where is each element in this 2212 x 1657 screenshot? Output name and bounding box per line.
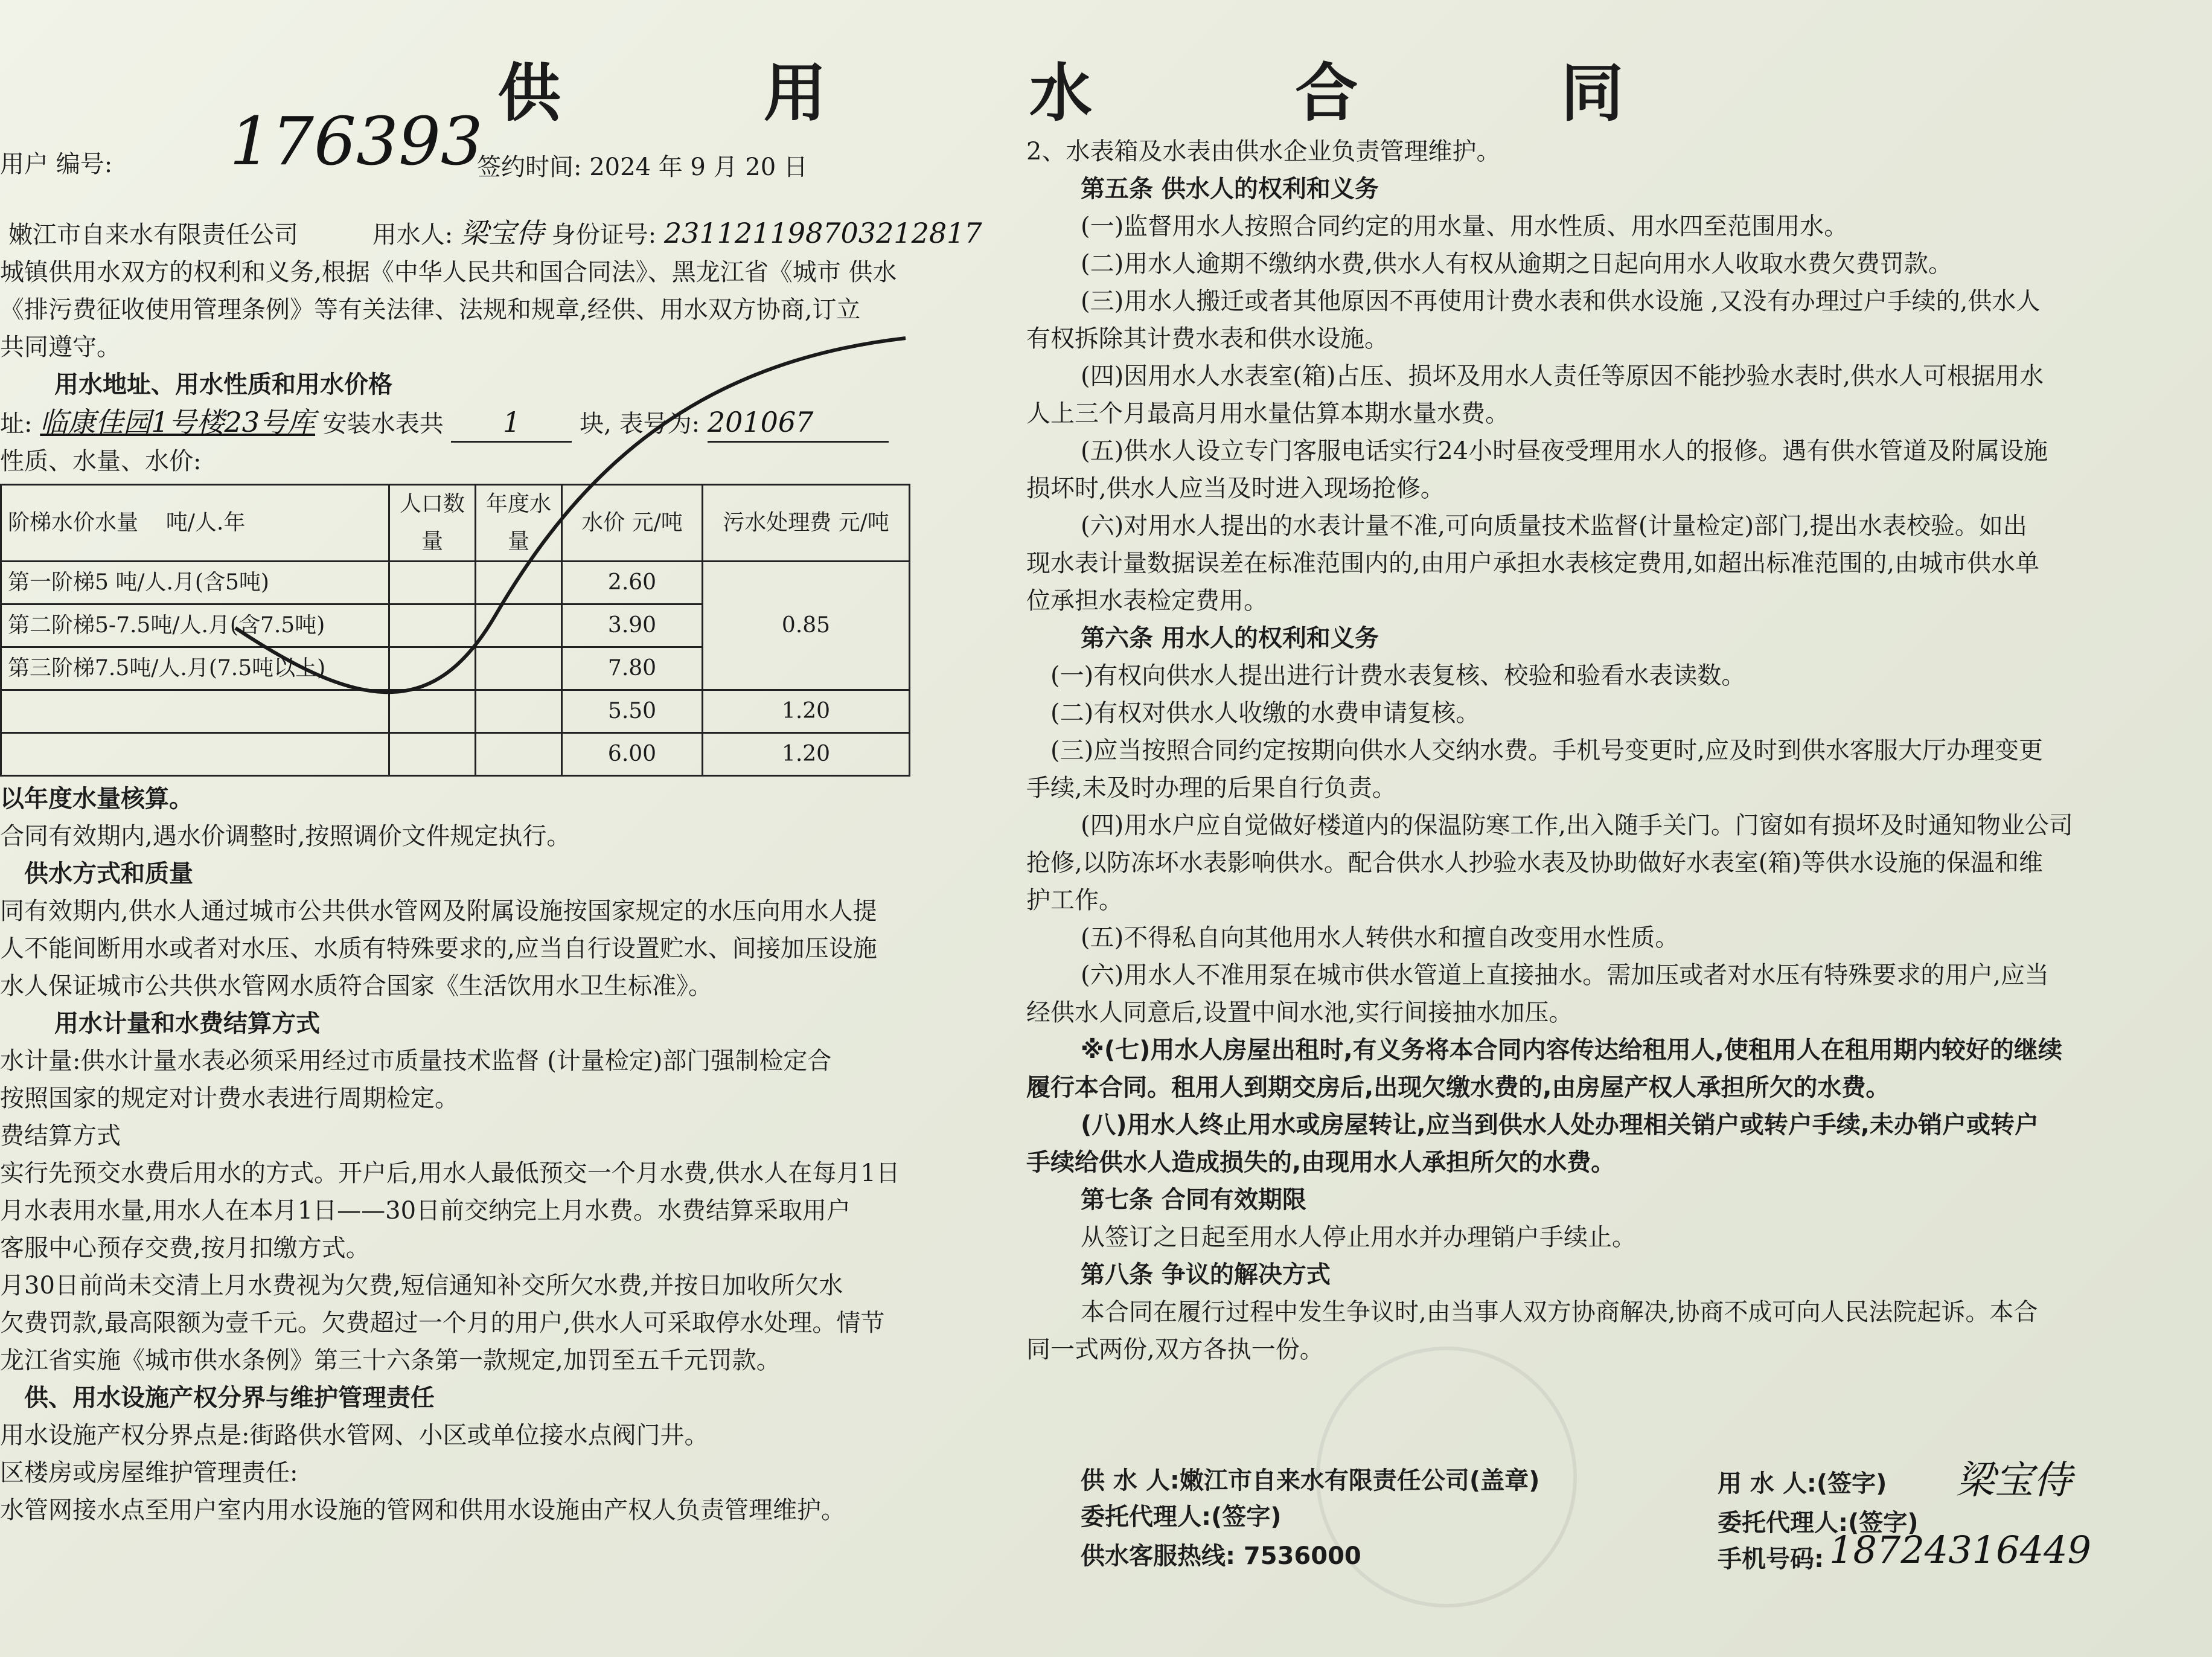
left-line: 水计量:供水计量水表必须采用经过市质量技术监督 (计量检定)部门强制检定合 (0, 1047, 832, 1075)
right-line: 履行本合同。租用人到期交房后,出现欠缴水费的,由房屋产权人承担所欠的水费。 (1026, 1074, 1890, 1101)
th-year: 年度水量 (476, 485, 562, 562)
user-no-handwritten: 176393 (229, 103, 483, 180)
right-line: (三)用水人搬迁或者其他原因不再使用计费水表和供水设施 ,又没有办理过户手续的,供水人 (1081, 287, 2041, 315)
cell-price: 7.80 (562, 647, 703, 690)
left-line: 合同有效期内,遇水价调整时,按照调价文件规定执行。 (0, 822, 571, 850)
left-line: 用水设施产权分界点是:街路供水管网、小区或单位接水点阀门井。 (0, 1421, 709, 1449)
meter-count-hand: 1 (451, 403, 572, 443)
left-line: 月30日前尚未交清上月水费视为欠费,短信通知补交所欠水费,并按日加收所欠水 (0, 1272, 843, 1300)
cell-tier: 第三阶梯7.5吨/人.月(7.5吨以上) (1, 647, 389, 690)
left-line: 人不能间断用水或者对水压、水质有特殊要求的,应当自行设置贮水、间接加压设施 (0, 935, 877, 963)
right-line: (一)有权向供水人提出进行计费水表复核、校验和验看水表读数。 (1050, 662, 1746, 690)
user-name-hand: 梁宝侍 (460, 217, 544, 249)
id-label: 身份证号: (551, 221, 657, 249)
cell-tier: 第二阶梯5-7.5吨/人.月(含7.5吨) (1, 604, 389, 647)
left-line: 水人保证城市公共供水管网水质符合国家《生活饮用水卫生标准》。 (0, 972, 712, 1000)
id-number-hand: 231121198703212817 (663, 217, 982, 249)
right-line: 位承担水表检定费用。 (1026, 587, 1268, 615)
section-8-heading: 第八条 争议的解决方式 (1081, 1261, 1331, 1289)
phone-label: 手机号码: (1718, 1545, 1824, 1573)
intro-line-2: 《排污费征收使用管理条例》等有关法律、法规和规章,经供、用水双方协商,订立 (0, 296, 861, 324)
hotline: 供水客服热线: 7536000 (1081, 1542, 1361, 1570)
user-no-label: 用户 编号: (0, 150, 113, 178)
right-line: 抢修,以防冻坏水表影响供水。配合供水人抄验水表及协助做好水表室(箱)等供水设施的保温和维 (1026, 849, 2043, 877)
right-line: 经供水人同意后,设置中间水池,实行间接抽水加压。 (1026, 999, 1573, 1027)
left-line: 实行先预交水费后用水的方式。开户后,用水人最低预交一个月水费,供水人在每月1日 (0, 1159, 900, 1187)
th-unit-text: 吨/人.年 (165, 510, 246, 535)
right-line: 护工作。 (1026, 886, 1123, 914)
right-line: 同一式两份,双方各执一份。 (1026, 1336, 1324, 1364)
phone-hand: 18724316449 (1829, 1528, 2091, 1572)
meter-no-hand: 201067 (708, 403, 889, 443)
right-line: (四)用水户应自觉做好楼道内的保温防寒工作,出入随手关门。门窗如有损坏及时通知物业公司 (1081, 812, 2073, 839)
section-6-heading: 第六条 用水人的权利和义务 (1081, 624, 1379, 652)
right-line: 损坏时,供水人应当及时进入现场抢修。 (1026, 475, 1445, 502)
user-signature-label: 用 水 人:(签字) (1718, 1470, 1887, 1498)
section-7-heading: 第七条 合同有效期限 (1081, 1186, 1306, 1214)
th-sewage: 污水处理费 元/吨 (703, 485, 910, 562)
right-line: (二)有权对供水人收缴的水费申请复核。 (1050, 699, 1480, 727)
section-5-heading: 第五条 供水人的权利和义务 (1081, 175, 1379, 203)
right-line: 有权拆除其计费水表和供水设施。 (1026, 325, 1389, 353)
right-line: 从签订之日起至用水人停止用水并办理销户手续止。 (1081, 1223, 1636, 1251)
cell-sewage: 1.20 (703, 690, 910, 733)
intro-line-3: 共同遵守。 (0, 333, 121, 361)
left-line: 费结算方式 (0, 1122, 121, 1150)
supplier-name: 嫩江市自来水有限责任公司 (8, 221, 298, 249)
section-3-heading: 用水计量和水费结算方式 (54, 1010, 320, 1037)
right-line: 本合同在履行过程中发生争议时,由当事人双方协商解决,协商不成可向人民法院起诉。本合 (1081, 1298, 2038, 1326)
cell-price: 3.90 (562, 604, 703, 647)
cell-price: 5.50 (562, 690, 703, 733)
left-line: 欠费罚款,最高限额为壹千元。欠费超过一个月的用户,供水人可采取停水处理。情节 (0, 1309, 885, 1337)
cell-tier: 第一阶梯5 吨/人.月(含5吨) (1, 562, 389, 604)
left-line: 月水表用水量,用水人在本月1日——30日前交纳完上月水费。水费结算采取用户 (0, 1197, 851, 1225)
right-line: (八)用水人终止用水或房屋转让,应当到供水人处办理相关销户或转户手续,未办销户或转户 (1081, 1111, 2039, 1139)
section-1-heading: 用水地址、用水性质和用水价格 (54, 371, 392, 399)
meter-label: 安装水表共 (322, 410, 444, 438)
right-line: 手续给供水人造成损失的,由现用水人承担所欠的水费。 (1026, 1149, 1616, 1176)
th-price: 水价 元/吨 (562, 485, 703, 562)
section-4-heading: 供、用水设施产权分界与维护管理责任 (24, 1384, 435, 1412)
user-label: 用水人: (372, 221, 453, 249)
right-line: (六)用水人不准用泵在城市供水管道上直接抽水。需加压或者对水压有特殊要求的用户,应当 (1081, 961, 2049, 989)
th-tier-text: 阶梯水价水量 (8, 510, 139, 535)
left-line: 区楼房或房屋维护管理责任: (0, 1459, 298, 1487)
th-pop: 人口数量 (389, 485, 476, 562)
left-line: 客服中心预存交费,按月扣缴方式。 (0, 1234, 370, 1262)
user-signature-hand: 梁宝侍 (1956, 1458, 2072, 1503)
right-line: 人上三个月最高月用水量估算本期水量水费。 (1026, 400, 1509, 428)
intro-line-1: 城镇供用水双方的权利和义务,根据《中华人民共和国合同法》、黑龙江省《城市 供水 (0, 258, 897, 286)
right-line: (五)不得私自向其他用水人转供水和擅自改变用水性质。 (1081, 924, 1680, 952)
right-line: (三)应当按照合同约定按期向供水人交纳水费。手机号变更时,应及时到供水客服大厅办理变更 (1050, 737, 2043, 764)
left-line: 以年度水量核算。 (0, 785, 193, 813)
right-line: ※(七)用水人房屋出租时,有义务将本合同内容传达给租用人,使租用人在租用期内较好的继续 (1081, 1036, 2062, 1064)
supplier-agent: 委托代理人:(签字) (1081, 1503, 1282, 1531)
cell-sewage: 0.85 (703, 562, 910, 690)
left-line: 按照国家的规定对计费水表进行周期检定。 (0, 1085, 459, 1112)
supplier-signature: 供 水 人:嫩江市自来水有限责任公司(盖章) (1081, 1467, 1540, 1495)
right-column (1026, 133, 2125, 1368)
address-hand: 临康佳园1号楼23号库 (40, 406, 316, 438)
page-title: 供 用 水 合 同 (497, 56, 1715, 130)
right-line: 2、水表箱及水表由供水企业负责管理维护。 (1026, 138, 1501, 165)
right-line: (一)监督用水人按照合同约定的用水量、用水性质、用水四至范围用水。 (1081, 213, 1849, 240)
left-line: 同有效期内,供水人通过城市公共供水管网及附属设施按国家规定的水压向用水人提 (0, 897, 877, 925)
left-line: 水管网接水点至用户室内用水设施的管网和供用水设施由产权人负责管理维护。 (0, 1496, 845, 1524)
right-line: 手续,未及时办理的后果自行负责。 (1026, 774, 1396, 802)
left-line: 龙江省实施《城市供水条例》第三十六条第一款规定,加罚至五千元罚款。 (0, 1347, 781, 1374)
right-line: 现水表计量数据误差在标准范围内的,由用户承担水表核定费用,如超出标准范围的,由城市供水单 (1026, 550, 2040, 577)
cell-price: 6.00 (562, 733, 703, 776)
right-line: (五)供水人设立专门客服电话实行24小时昼夜受理用水人的报修。遇有供水管道及附属设施 (1081, 437, 2048, 465)
cell-sewage: 1.20 (703, 733, 910, 776)
cell-price: 2.60 (562, 562, 703, 604)
nature-line: 性质、水量、水价: (0, 447, 202, 475)
meter-unit: 块, 表号为: (580, 410, 700, 438)
right-line: (六)对用水人提出的水表计量不准,可向质量技术监督(计量检定)部门,提出水表校验。如出 (1081, 512, 2027, 540)
sign-date: 签约时间: 2024 年 9 月 20 日 (477, 153, 808, 181)
right-line: (四)因用水人水表室(箱)占压、损坏及用水人责任等原因不能抄验水表时,供水人可根据用水 (1081, 362, 2044, 390)
user-agent: 委托代理人:(签字) (1718, 1509, 1919, 1537)
right-line: (二)用水人逾期不缴纳水费,供水人有权从逾期之日起向用水人收取水费欠费罚款。 (1081, 250, 1952, 278)
address-label: 址: (0, 410, 33, 438)
section-2-heading: 供水方式和质量 (24, 860, 193, 888)
